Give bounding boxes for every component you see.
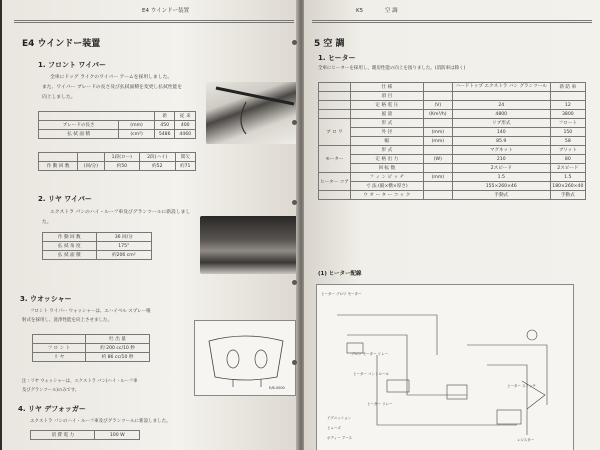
s4-row-label: 消 費 電 力: [31, 431, 95, 440]
spec-row-unit: [423, 92, 452, 101]
t1-row-unit: (mm): [119, 121, 155, 130]
spec-row-value: 12: [550, 101, 585, 110]
spec-row-value: 80: [550, 155, 585, 164]
wiper-arm-photo: [206, 82, 298, 144]
spec-row-unit: [423, 146, 452, 155]
t1-row-unit: (cm²): [119, 130, 155, 139]
spec-row-unit: [423, 164, 452, 173]
t2-header: 1段(ロー): [104, 153, 139, 162]
spec-row-value: 24: [452, 101, 550, 110]
body-line: 全車にヒーターを採用し、暖房性能の向上を図りました。(消防車は除く): [318, 66, 466, 71]
s4-title: 4. リヤ デフォッガー: [18, 405, 86, 413]
s3-blank: [33, 335, 86, 344]
s3-row-label: リ ヤ: [33, 353, 86, 362]
spec-corner: [319, 83, 351, 92]
t2-cell: (回/分): [78, 162, 104, 171]
spec-group-cell: [319, 110, 351, 119]
spec-row-value: 1.5: [550, 173, 585, 182]
t1-header-new: 新: [154, 112, 175, 121]
spec-row-unit: [423, 119, 452, 128]
t1-row-new: 450: [154, 121, 175, 130]
spec-row-unit: (V): [423, 101, 452, 110]
spec-row-label: ウ オ ー タ ー コ ッ ク: [350, 191, 423, 200]
spec-row-value: 3800: [550, 110, 585, 119]
header-rule-2: [312, 22, 592, 23]
spec-row-value: フロート: [550, 119, 585, 128]
spec-row-value: 210: [452, 155, 550, 164]
t2-header: [39, 153, 78, 162]
spec-row-label: 寸 法 (縦×横×厚さ): [350, 182, 423, 191]
wiper-arm-icon: [206, 82, 298, 144]
t1-header-old: 従 来: [175, 112, 196, 121]
spec-row-label: 回 転 数: [350, 164, 423, 173]
binding-hole: [292, 280, 297, 285]
spec-row-label: フ ィ ン ピ ッ チ: [350, 173, 423, 182]
spec-row-value: リブ形式: [452, 119, 550, 128]
t2-cell: 約71: [175, 162, 196, 171]
spec-row-label: 外 径: [350, 128, 423, 137]
spec-row-value: 180×260×40: [550, 182, 585, 191]
s2-row-label: 払 拭 面 積: [43, 251, 97, 260]
header-number: K5: [356, 8, 364, 14]
s4-body: エクストラ バンのハイ・ルーフ車及びグランツールに新設しました。: [30, 419, 171, 424]
s2-row-label: 作 動 回 数: [43, 233, 97, 242]
spec-row-value: 手動式: [452, 191, 550, 200]
s3-title: 3. ウオッシャー: [20, 295, 72, 303]
s1-title: 1. フロント ワイパー: [38, 61, 107, 69]
s1-table-1: [38, 111, 196, 139]
heater-spec-table: [318, 82, 586, 200]
sub-title: 1. ヒーター: [318, 54, 356, 62]
binding-hole: [292, 360, 297, 365]
s1-body-line-3: 向上しました。: [42, 95, 76, 100]
s1-table-2: [38, 152, 196, 171]
wiring-schematic-icon: [317, 285, 573, 450]
binding-hole: [292, 40, 297, 45]
spec-group-label: ヒーター コア: [319, 173, 351, 191]
spec-row-unit: (mm): [423, 173, 452, 182]
header-rule: [312, 20, 592, 21]
spec-row-value: 4800: [452, 110, 550, 119]
s3-note-line-2: 及びグランツール)のみです。: [22, 388, 80, 393]
spec-col-head: 新 防 車: [550, 83, 585, 92]
t2-header: [78, 153, 104, 162]
spec-col-head: ハードトップ エクストラ バン グランツール: [452, 83, 550, 92]
s3-note-line-1: 注 : リヤ ウォッシャーは、エクストラ バン(ハイ・ルーフ車: [22, 379, 138, 384]
spec-row-value: 2スピード: [550, 164, 585, 173]
wiring-label: イグニッション: [327, 416, 352, 420]
binding-hole: [292, 120, 297, 125]
spec-row-value: 58: [550, 137, 585, 146]
spec-row-value: マグネット: [452, 146, 550, 155]
wiring-label: ボディー アース: [327, 436, 353, 440]
spec-row-value: [550, 92, 585, 101]
wiring-label: ヒーター ブロワ モーター: [321, 292, 362, 296]
t2-cell: 作 動 回 数: [39, 162, 78, 171]
s1-body-line-2: また、ワイパー ブレードの長さ及び払拭面積を変更し払拭性能を: [42, 85, 183, 90]
s2-row-value: 175°: [96, 242, 151, 251]
s2-table: [42, 232, 152, 260]
spec-row-value: 140: [452, 128, 550, 137]
header-number: E4: [142, 8, 149, 14]
s4-table: [30, 430, 140, 440]
header-title: ウインドー装置: [150, 8, 190, 14]
spec-row-label: 形 式: [350, 119, 423, 128]
spec-group-cell: [319, 191, 351, 200]
spec-row-value: 1.5: [452, 173, 550, 182]
spec-row-value: 85.9: [452, 137, 550, 146]
spec-group-cell: [319, 101, 351, 110]
spec-row-unit: [423, 191, 452, 200]
windshield-icon: [195, 321, 295, 395]
spec-row-label: 形 式: [350, 146, 423, 155]
t2-header: 2段(ハイ): [140, 153, 175, 162]
s3-body-line-1: フロント ワイパー ウォッシャーは、エハイベル スプレー噴: [30, 309, 151, 314]
s4-row-value: 100 W: [95, 431, 140, 440]
header-rule-2: [14, 22, 294, 23]
spec-row-label: 定 格 出 力: [350, 155, 423, 164]
s3-row-value: 約 86 cc/10 秒: [86, 353, 150, 362]
spec-row-value: 2スピード: [452, 164, 550, 173]
spec-row-label: 幅: [350, 137, 423, 146]
wiring-label: レジスター: [517, 438, 535, 442]
spec-row-value: 150: [550, 128, 585, 137]
t2-cell: 約50: [104, 162, 139, 171]
s3-body-line-2: 射式を採用し、洗浄性能を向上させました。: [22, 318, 112, 323]
spec-row-value: ブリット: [550, 146, 585, 155]
left-page: [2, 0, 298, 450]
spec-group-label: モーター: [319, 146, 351, 173]
spec-col-unit: [423, 83, 452, 92]
washer-diagram: [194, 320, 296, 396]
header-rule: [14, 20, 294, 21]
s3-row-value: 約 200 cc/10 秒: [86, 344, 150, 353]
t1-row-new: 5486: [154, 130, 175, 139]
spec-row-label: 項 目: [350, 92, 423, 101]
header-title: 空 調: [384, 8, 398, 14]
spec-row-unit: (W): [423, 155, 452, 164]
binding-hole: [292, 200, 297, 205]
s3-table: [32, 334, 150, 362]
spec-row-unit: (mm): [423, 137, 452, 146]
spec-row-label: 定 格 電 圧: [350, 101, 423, 110]
t2-header: 間欠: [175, 153, 196, 162]
section-title: 5 空 調: [314, 39, 345, 49]
right-page: [304, 0, 600, 450]
s2-row-value: 約206 cm²: [96, 251, 151, 260]
wiring-label: ヒーター リレー: [367, 402, 393, 406]
wiring-label: ヒーター スイッチ: [507, 384, 536, 388]
spec-row-unit: [423, 182, 452, 191]
wiring-title: (1) ヒーター配線: [318, 271, 362, 277]
rear-wiper-photo: [200, 216, 298, 274]
wiring-label: ヒューズ: [327, 426, 341, 430]
left-running-head: [142, 9, 189, 15]
s1-body-line-1: 全車にドッグ ライクのワイパー アームを採用しました。: [50, 75, 173, 80]
spec-row-value: [452, 92, 550, 101]
s3-header: 吐 出 量: [86, 335, 150, 344]
spec-group-label: ブ ロ ワ: [319, 119, 351, 146]
spec-row-value: 155×260×46: [452, 182, 550, 191]
wiring-label: ブロワ モーター リレー: [351, 352, 389, 356]
t2-cell: 約52: [140, 162, 175, 171]
t1-header-blank: [39, 112, 155, 121]
wiring-label: ヒーター コントロール: [353, 372, 389, 376]
t1-row-label: ブレードの長さ: [39, 121, 119, 130]
spec-row-unit: (mm): [423, 128, 452, 137]
spec-row-label: 風 量: [350, 110, 423, 119]
t1-row-old: 4460: [175, 130, 196, 139]
s3-row-label: フ ロ ン ト: [33, 344, 86, 353]
s2-body-line-1: エクストラ バンのハイ・ルーフ車及びグランツールに新設しまし: [50, 210, 191, 215]
s2-row-value: 36 回/分: [96, 233, 151, 242]
s2-title: 2. リヤ ワイパー: [38, 195, 92, 203]
spec-col-head: 仕 様: [350, 83, 423, 92]
right-running-head: [356, 9, 398, 15]
s2-body-line-2: た。: [42, 220, 52, 225]
figure-label: E/8-0000: [269, 386, 285, 390]
s2-row-label: 払 拭 角 度: [43, 242, 97, 251]
section-title: E4 ウインドー装置: [22, 39, 101, 49]
t1-row-old: 400: [175, 121, 196, 130]
spec-group-cell: [319, 92, 351, 101]
spec-row-value: 手動式: [550, 191, 585, 200]
spec-row-unit: (Km³/h): [423, 110, 452, 119]
t1-row-label: 払 拭 面 積: [39, 130, 119, 139]
heater-wiring-diagram: [316, 284, 574, 450]
